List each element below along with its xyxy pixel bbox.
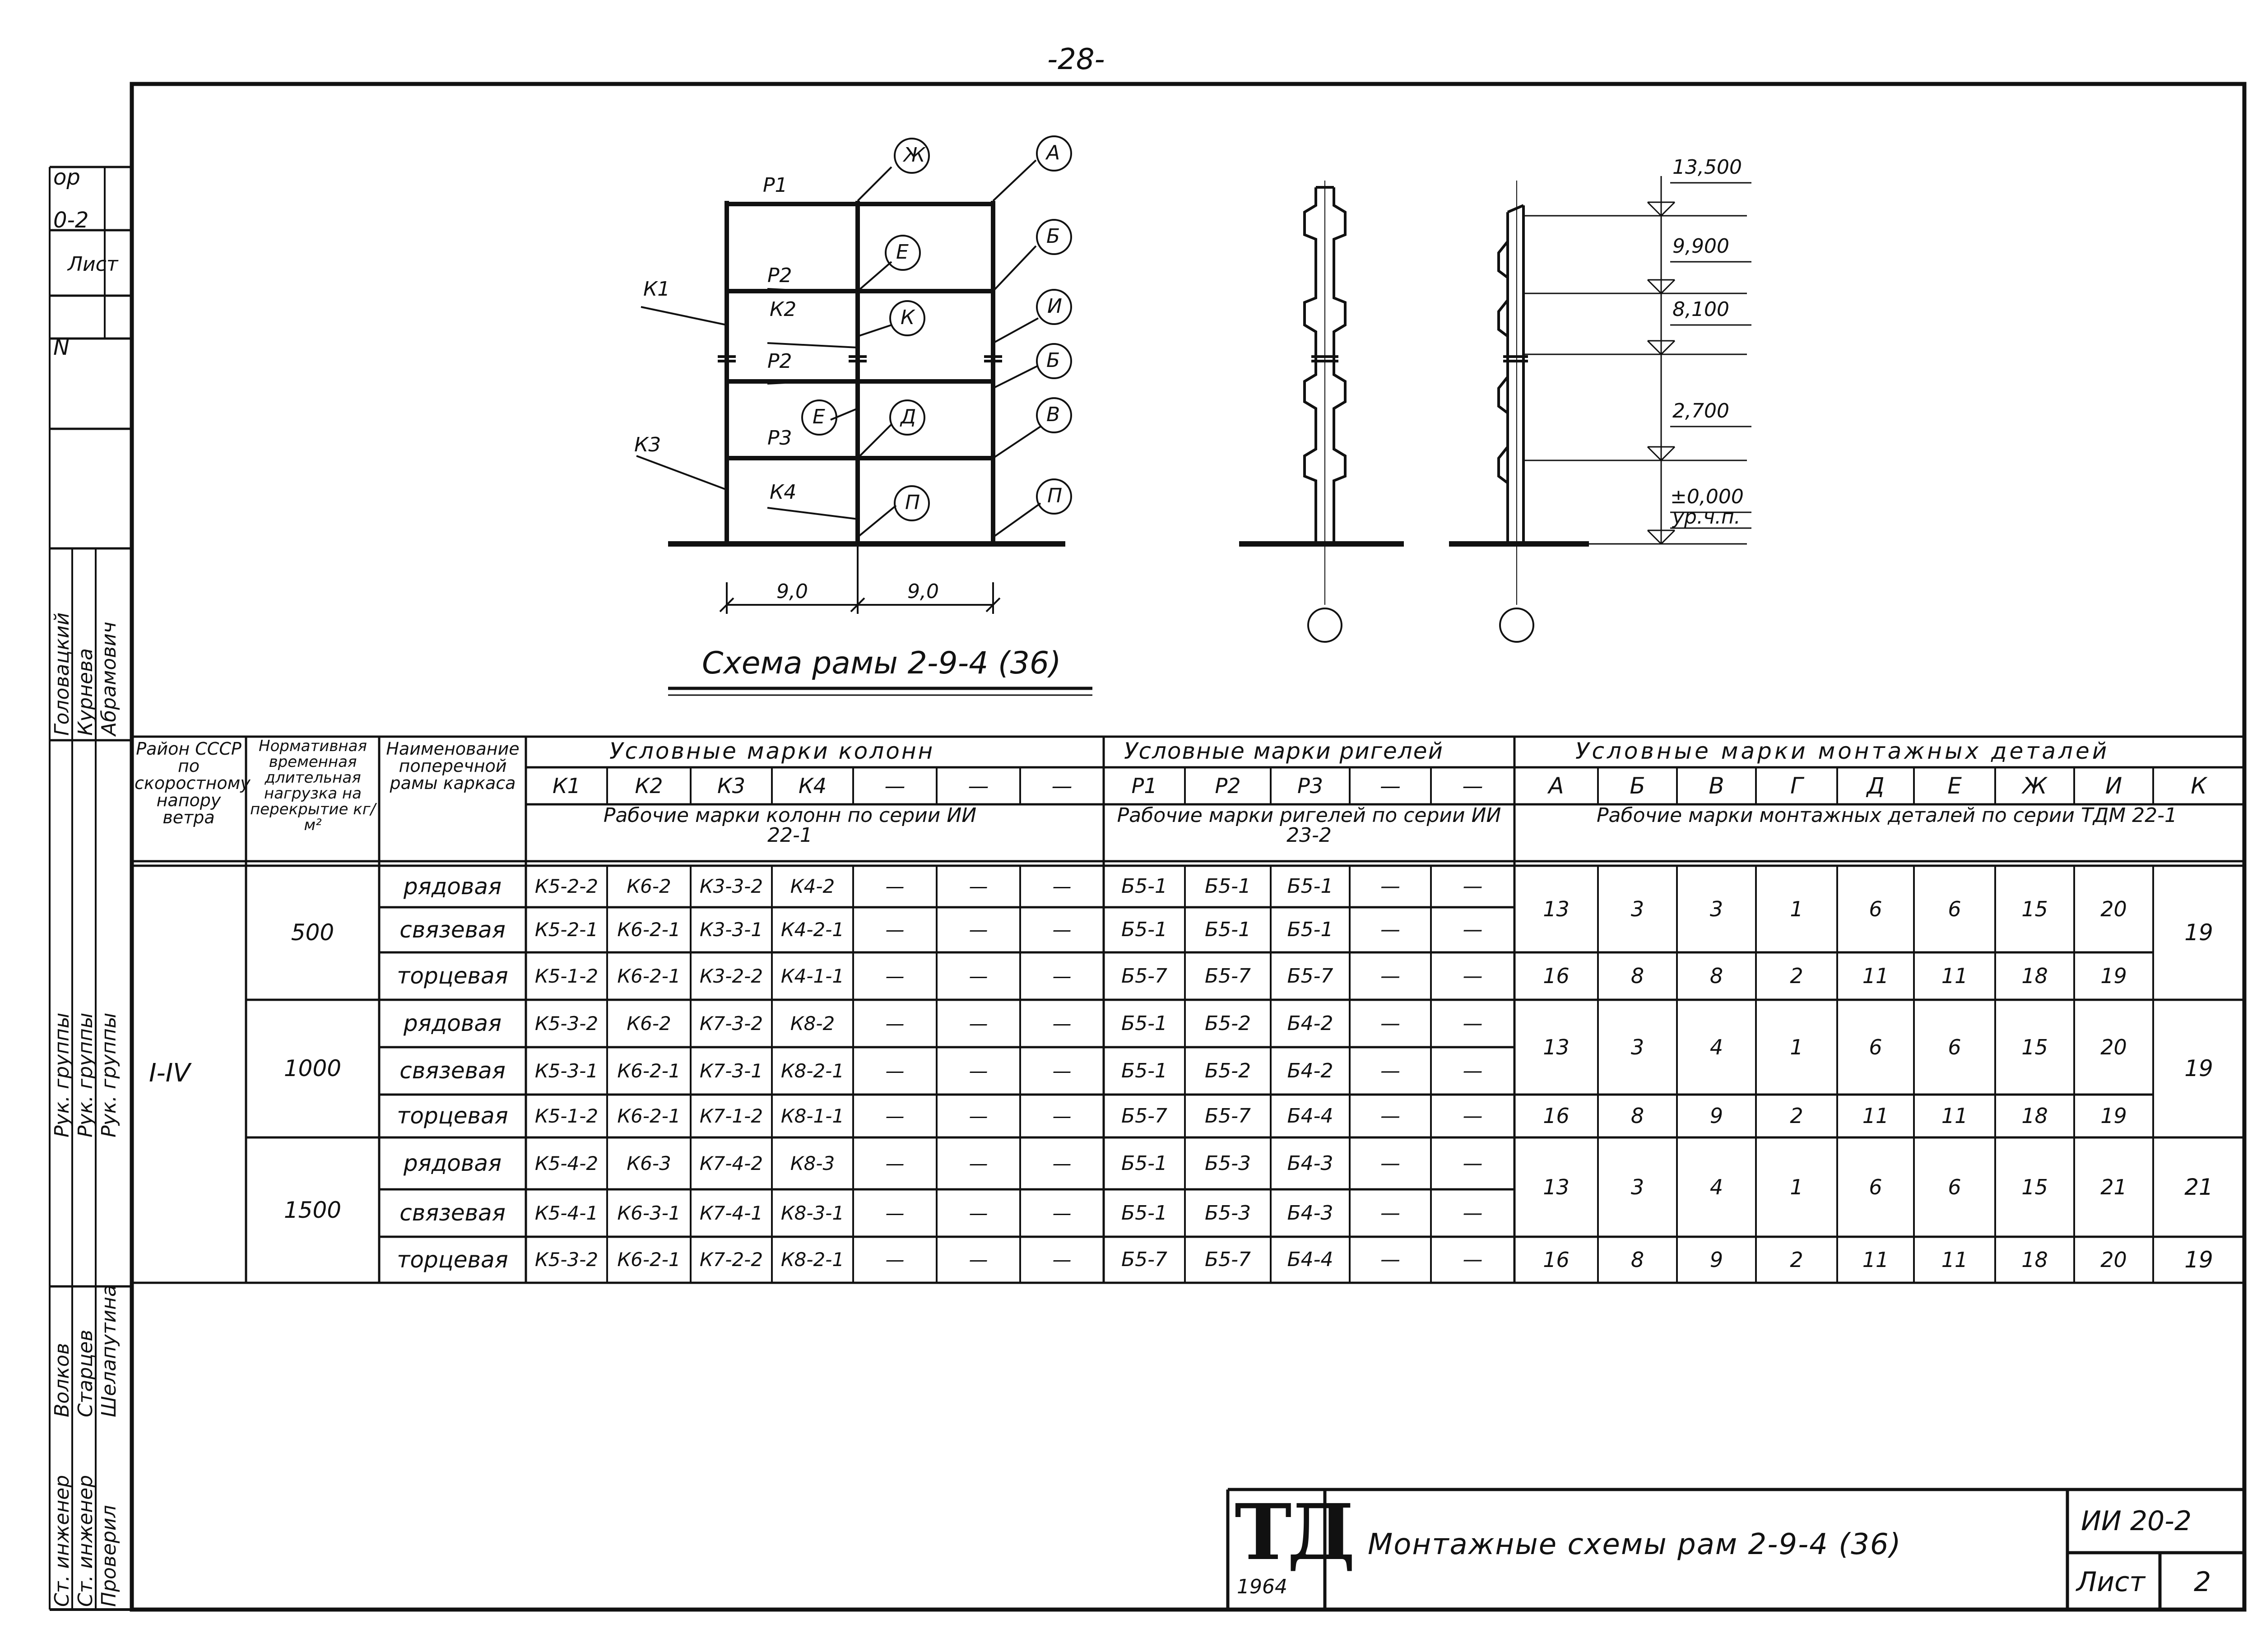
detail-cell: 3: [1630, 1175, 1644, 1199]
detail-cell: 11: [1862, 1104, 1889, 1128]
column-mark-cell: К6-2: [627, 875, 671, 897]
dimension-left: 9,0: [776, 580, 808, 603]
detail-k-cell: 21: [2184, 1174, 2213, 1200]
detail-cell: 13: [1543, 897, 1570, 921]
riegel-mark-cell: Б5-2: [1204, 1059, 1251, 1082]
riegel-mark-cell: Б4-4: [1287, 1248, 1333, 1271]
riegel-mark-cell: Б5-7: [1121, 965, 1168, 988]
frame-name: рядовая: [403, 1150, 502, 1176]
column-mark-cell: К8-3: [790, 1152, 835, 1174]
col-subheader: К2: [635, 774, 663, 798]
riegel-mark-cell: Б5-7: [1204, 1104, 1251, 1128]
detail-cell: 4: [1709, 1175, 1723, 1199]
detail-cell: 11: [1941, 964, 1968, 988]
riegel-mark-cell: Б5-3: [1204, 1152, 1251, 1175]
elevation-label: ур.ч.п.: [1672, 506, 1741, 529]
column-mark-cell: —: [885, 1060, 905, 1082]
group-load: 1500: [283, 1197, 342, 1223]
column-mark-cell: —: [885, 875, 905, 897]
bottom-role-2: Ст. инженер: [74, 1475, 97, 1607]
detail-cell: 2: [1790, 1248, 1803, 1272]
elevation-label: 8,100: [1672, 298, 1729, 321]
bottom-name-3: Шелапутина: [98, 1285, 121, 1417]
column-mark-cell: —: [969, 1152, 988, 1174]
circle-label: И: [1047, 295, 1062, 318]
detail-cell: 16: [1543, 964, 1570, 988]
detail-cell: 8: [1630, 1248, 1644, 1272]
detail-subheader: А: [1548, 773, 1564, 799]
td-logo: ТД: [1235, 1487, 1351, 1578]
detail-cell: 3: [1709, 897, 1723, 921]
column-mark-cell: —: [1052, 919, 1072, 941]
detail-subheader: Г: [1790, 773, 1803, 799]
riegel-mark-cell: Б5-1: [1287, 875, 1333, 898]
riegel-label-r1: Р1: [763, 174, 788, 197]
riegel-subheader: —: [1462, 774, 1483, 798]
riegel-label-r3: Р3: [767, 427, 792, 450]
frame-name: связевая: [399, 1200, 506, 1226]
column-mark-cell: —: [969, 1012, 988, 1035]
region-value: I-IV: [149, 1058, 190, 1088]
riegel-mark-cell: Б4-2: [1287, 1012, 1333, 1035]
detail-cell: 18: [2021, 1104, 2048, 1128]
riegel-subheader: Р2: [1215, 774, 1241, 798]
detail-cell: 18: [2021, 964, 2048, 988]
column-mark-cell: К4-2: [790, 875, 835, 897]
frame-name: связевая: [399, 1058, 506, 1084]
signature-role-2: Рук. группы: [74, 1012, 97, 1137]
riegel-mark-cell: Б5-1: [1121, 1059, 1168, 1082]
frame-name: рядовая: [403, 1010, 502, 1036]
detail-k-cell: 19: [2184, 1055, 2213, 1081]
riegel-mark-cell: Б5-1: [1121, 918, 1168, 941]
column-mark-cell: К8-2-1: [780, 1060, 845, 1082]
riegel-mark-cell: Б5-1: [1121, 1152, 1168, 1175]
header-load: Нормативная временная длительная нагрузка на перекрытие кг/м²: [250, 737, 376, 834]
stamp-n-label: N: [53, 335, 70, 360]
elevation-label: 2,700: [1672, 399, 1729, 422]
column-mark-cell: —: [969, 965, 988, 987]
sheet-label: Лист: [2076, 1566, 2146, 1598]
circle-label: Д: [901, 405, 916, 428]
circle-label: Б: [1046, 349, 1060, 372]
column-mark-cell: —: [969, 1105, 988, 1127]
column-mark-cell: —: [1052, 1152, 1072, 1174]
group-load: 1000: [283, 1055, 342, 1081]
detail-subheader: К: [2191, 773, 2207, 799]
riegel-mark-cell: Б5-7: [1121, 1248, 1168, 1271]
detail-cell: 2: [1790, 964, 1803, 988]
detail-cell: 20: [2100, 1035, 2127, 1059]
detail-cell: 15: [2021, 1035, 2048, 1059]
col-subheader: —: [884, 774, 906, 798]
column-mark-cell: К8-2-1: [780, 1248, 845, 1271]
sheet-number: 2: [2194, 1566, 2211, 1598]
column-mark-cell: К6-3: [627, 1152, 671, 1174]
detail-cell: 13: [1543, 1175, 1570, 1199]
header-riegel-work: Рабочие марки ригелей по серии ИИ 23-2: [1117, 804, 1501, 847]
bottom-name-2: Старцев: [74, 1329, 97, 1417]
signature-name-1: Головацкий: [51, 612, 74, 736]
header-riegel-marks: Условные марки ригелей: [1124, 738, 1444, 764]
detail-cell: 18: [2021, 1248, 2048, 1272]
riegel-label-r2b: Р2: [767, 350, 792, 373]
riegel-mark-cell: Б4-4: [1287, 1104, 1333, 1128]
column-mark-cell: К6-2-1: [617, 1105, 681, 1127]
riegel-mark-cell: —: [1463, 1202, 1483, 1225]
column-mark-cell: К7-3-1: [699, 1060, 763, 1082]
column-mark-cell: К7-4-1: [699, 1202, 763, 1224]
col-subheader: —: [1051, 774, 1073, 798]
detail-cell: 15: [2021, 897, 2048, 921]
header-detail-marks: Условные марки монтажных деталей: [1575, 738, 2110, 764]
riegel-mark-cell: —: [1380, 1248, 1400, 1271]
stamp-list-label: Лист: [68, 253, 118, 276]
frame-name: связевая: [399, 917, 506, 943]
column-mark-cell: —: [885, 1012, 905, 1035]
frame-name: торцевая: [397, 963, 508, 989]
column-mark-cell: К3-2-2: [699, 965, 763, 987]
riegel-mark-cell: —: [1380, 875, 1400, 898]
detail-k-cell: 19: [2184, 919, 2213, 946]
detail-cell: 9: [1709, 1248, 1723, 1272]
riegel-subheader: Р3: [1297, 774, 1323, 798]
riegel-mark-cell: —: [1380, 1152, 1400, 1175]
sheet-border: [132, 84, 2244, 1610]
column-mark-cell: К7-1-2: [699, 1105, 763, 1127]
riegel-mark-cell: Б5-1: [1287, 918, 1333, 941]
detail-cell: 6: [1948, 1175, 1961, 1199]
col-subheader: К3: [717, 774, 745, 798]
detail-cell: 4: [1709, 1035, 1723, 1059]
column-mark-cell: К5-2-1: [534, 919, 599, 941]
column-mark-cell: —: [885, 965, 905, 987]
column-mark-cell: —: [1052, 1012, 1072, 1035]
detail-cell: 20: [2100, 1248, 2127, 1272]
detail-subheader: Ж: [2022, 773, 2047, 799]
riegel-mark-cell: —: [1463, 1248, 1483, 1271]
signature-name-3: Абрамович: [98, 622, 121, 736]
detail-subheader: Е: [1947, 773, 1962, 799]
column-mark-cell: К5-1-2: [534, 965, 599, 987]
column-mark-cell: К8-3-1: [780, 1202, 845, 1224]
document-code: ИИ 20-2: [2081, 1505, 2192, 1537]
riegel-mark-cell: —: [1463, 1152, 1483, 1175]
riegel-mark-cell: —: [1463, 875, 1483, 898]
column-mark-cell: К6-2-1: [617, 919, 681, 941]
column-mark-cell: К5-2-2: [534, 875, 599, 897]
riegel-mark-cell: Б5-1: [1204, 875, 1251, 898]
riegel-label-r2a: Р2: [767, 264, 792, 287]
detail-cell: 8: [1630, 964, 1644, 988]
column-label-k1: К1: [643, 278, 670, 301]
riegel-mark-cell: Б4-2: [1287, 1059, 1333, 1082]
stamp-code-2: 0-2: [53, 208, 89, 233]
column-mark-cell: —: [1052, 1060, 1072, 1082]
sheet-title: Монтажные схемы рам 2-9-4 (36): [1368, 1528, 1902, 1561]
circle-label: Е: [813, 405, 825, 428]
riegel-mark-cell: —: [1380, 918, 1400, 941]
frame-name: рядовая: [403, 873, 502, 900]
riegel-mark-cell: Б5-2: [1204, 1012, 1251, 1035]
column-mark-cell: К6-3-1: [617, 1202, 681, 1224]
signature-role-1: Рук. группы: [51, 1012, 74, 1137]
detail-subheader: Д: [1867, 773, 1885, 799]
stamp-code: ор: [53, 165, 80, 190]
riegel-mark-cell: —: [1463, 965, 1483, 988]
column-label-k3: К3: [634, 433, 661, 456]
column-mark-cell: —: [969, 875, 988, 897]
detail-cell: 16: [1543, 1104, 1570, 1128]
header-col-work: Рабочие марки колонн по серии ИИ 22-1: [603, 804, 977, 847]
riegel-mark-cell: Б4-3: [1287, 1152, 1333, 1175]
column-label-k4: К4: [770, 481, 797, 504]
frame-name: торцевая: [397, 1247, 508, 1273]
td-year: 1964: [1237, 1575, 1287, 1598]
detail-cell: 6: [1869, 1035, 1882, 1059]
riegel-mark-cell: Б4-3: [1287, 1202, 1333, 1225]
elevation-label: 9,900: [1672, 235, 1729, 258]
detail-cell: 13: [1543, 1035, 1570, 1059]
circle-label: Е: [896, 241, 909, 264]
riegel-mark-cell: Б5-1: [1204, 918, 1251, 941]
circle-label: П: [1047, 484, 1063, 507]
detail-cell: 16: [1543, 1248, 1570, 1272]
riegel-mark-cell: Б5-1: [1121, 875, 1168, 898]
dimension-right: 9,0: [907, 580, 939, 603]
riegel-mark-cell: Б5-7: [1121, 1104, 1168, 1128]
detail-cell: 2: [1790, 1104, 1803, 1128]
elevation-label: 13,500: [1672, 156, 1742, 179]
bottom-name-1: Волков: [51, 1343, 74, 1417]
riegel-mark-cell: —: [1380, 1012, 1400, 1035]
column-mark-cell: —: [885, 1105, 905, 1127]
column-mark-cell: —: [1052, 965, 1072, 987]
detail-cell: 6: [1948, 1035, 1961, 1059]
column-mark-cell: К5-4-2: [534, 1152, 599, 1174]
detail-cell: 8: [1630, 1104, 1644, 1128]
detail-cell: 19: [2100, 964, 2127, 988]
riegel-mark-cell: —: [1380, 1202, 1400, 1225]
column-mark-cell: —: [885, 1202, 905, 1224]
riegel-mark-cell: —: [1463, 1012, 1483, 1035]
scheme-title: Схема рамы 2-9-4 (36): [702, 645, 1061, 681]
column-mark-cell: К5-4-1: [534, 1202, 599, 1224]
circle-label: В: [1046, 403, 1060, 426]
riegel-mark-cell: Б5-1: [1121, 1202, 1168, 1225]
header-region: Район СССР по скоростному напору ветра: [135, 739, 251, 827]
detail-cell: 1: [1790, 1035, 1803, 1059]
column-mark-cell: —: [969, 1248, 988, 1271]
column-mark-cell: —: [969, 919, 988, 941]
column-mark-cell: —: [885, 919, 905, 941]
bottom-role-3: Проверил: [98, 1505, 121, 1607]
column-mark-cell: К5-3-2: [534, 1012, 599, 1035]
header-detail-work: Рабочие марки монтажных деталей по серии ТДМ 22-1: [1596, 804, 2178, 827]
column-mark-cell: К4-1-1: [780, 965, 845, 987]
detail-cell: 1: [1790, 897, 1803, 921]
riegel-subheader: Р1: [1131, 774, 1157, 798]
bottom-role-1: Ст. инженер: [51, 1475, 74, 1607]
frame-name: торцевая: [397, 1103, 508, 1129]
detail-cell: 19: [2100, 1104, 2127, 1128]
riegel-mark-cell: Б5-7: [1287, 965, 1333, 988]
signature-name-2: Курнева: [74, 648, 97, 736]
column-mark-cell: —: [885, 1152, 905, 1174]
column-mark-cell: —: [1052, 1105, 1072, 1127]
circle-label: А: [1046, 141, 1060, 164]
column-mark-cell: К6-2: [627, 1012, 671, 1035]
riegel-mark-cell: —: [1463, 1059, 1483, 1082]
col-subheader: К4: [799, 774, 827, 798]
column-mark-cell: К8-2: [790, 1012, 835, 1035]
riegel-mark-cell: Б5-7: [1204, 1248, 1251, 1271]
detail-subheader: В: [1709, 773, 1724, 799]
column-mark-cell: К8-1-1: [780, 1105, 845, 1127]
column-mark-cell: —: [885, 1248, 905, 1271]
column-mark-cell: К5-3-1: [534, 1060, 599, 1082]
circle-label: Б: [1046, 225, 1060, 248]
column-mark-cell: К7-2-2: [699, 1248, 763, 1271]
page-number: -28-: [1047, 43, 1105, 76]
riegel-mark-cell: —: [1380, 965, 1400, 988]
detail-subheader: Б: [1630, 773, 1645, 799]
column-mark-cell: —: [1052, 1248, 1072, 1271]
circle-label: Ж: [904, 144, 925, 167]
column-mark-cell: К6-2-1: [617, 1248, 681, 1271]
header-col-marks: Условные марки колонн: [609, 738, 935, 764]
detail-cell: 11: [1862, 1248, 1889, 1272]
detail-cell: 8: [1709, 964, 1723, 988]
column-mark-cell: К4-2-1: [780, 919, 845, 941]
detail-k-cell: 19: [2184, 1247, 2213, 1273]
detail-cell: 21: [2100, 1175, 2127, 1199]
detail-cell: 6: [1948, 897, 1961, 921]
detail-cell: 6: [1869, 1175, 1882, 1199]
column-mark-cell: К6-2-1: [617, 965, 681, 987]
detail-cell: 11: [1862, 964, 1889, 988]
circle-label: П: [905, 491, 920, 514]
detail-cell: 11: [1941, 1104, 1968, 1128]
column-mark-cell: —: [969, 1060, 988, 1082]
detail-cell: 3: [1630, 897, 1644, 921]
column-mark-cell: К5-1-2: [534, 1105, 599, 1127]
circle-label: К: [901, 306, 915, 329]
column-mark-cell: К6-2-1: [617, 1060, 681, 1082]
riegel-mark-cell: Б5-1: [1121, 1012, 1168, 1035]
column-mark-cell: К3-3-1: [699, 919, 763, 941]
riegel-subheader: —: [1380, 774, 1401, 798]
detail-cell: 6: [1869, 897, 1882, 921]
column-mark-cell: К7-4-2: [699, 1152, 763, 1174]
header-frame-name: Наименование поперечной рамы каркаса: [386, 739, 520, 793]
detail-cell: 1: [1790, 1175, 1803, 1199]
column-mark-cell: —: [1052, 875, 1072, 897]
column-mark-cell: —: [1052, 1202, 1072, 1224]
riegel-mark-cell: Б5-3: [1204, 1202, 1251, 1225]
column-mark-cell: —: [969, 1202, 988, 1224]
detail-cell: 15: [2021, 1175, 2048, 1199]
column-label-k2: К2: [770, 298, 797, 321]
signature-role-3: Рук. группы: [98, 1012, 121, 1137]
detail-cell: 20: [2100, 897, 2127, 921]
column-mark-cell: К5-3-2: [534, 1248, 599, 1271]
detail-subheader: И: [2105, 773, 2122, 799]
detail-cell: 11: [1941, 1248, 1968, 1272]
group-load: 500: [291, 919, 334, 946]
riegel-mark-cell: —: [1380, 1059, 1400, 1082]
column-mark-cell: К3-3-2: [699, 875, 763, 897]
detail-cell: 3: [1630, 1035, 1644, 1059]
col-subheader: К1: [553, 774, 581, 798]
riegel-mark-cell: —: [1380, 1104, 1400, 1128]
riegel-mark-cell: Б5-7: [1204, 965, 1251, 988]
riegel-mark-cell: —: [1463, 1104, 1483, 1128]
riegel-mark-cell: —: [1463, 918, 1483, 941]
col-subheader: —: [968, 774, 989, 798]
elevation-label: ±0,000: [1670, 485, 1744, 508]
detail-cell: 9: [1709, 1104, 1723, 1128]
column-mark-cell: К7-3-2: [699, 1012, 763, 1035]
